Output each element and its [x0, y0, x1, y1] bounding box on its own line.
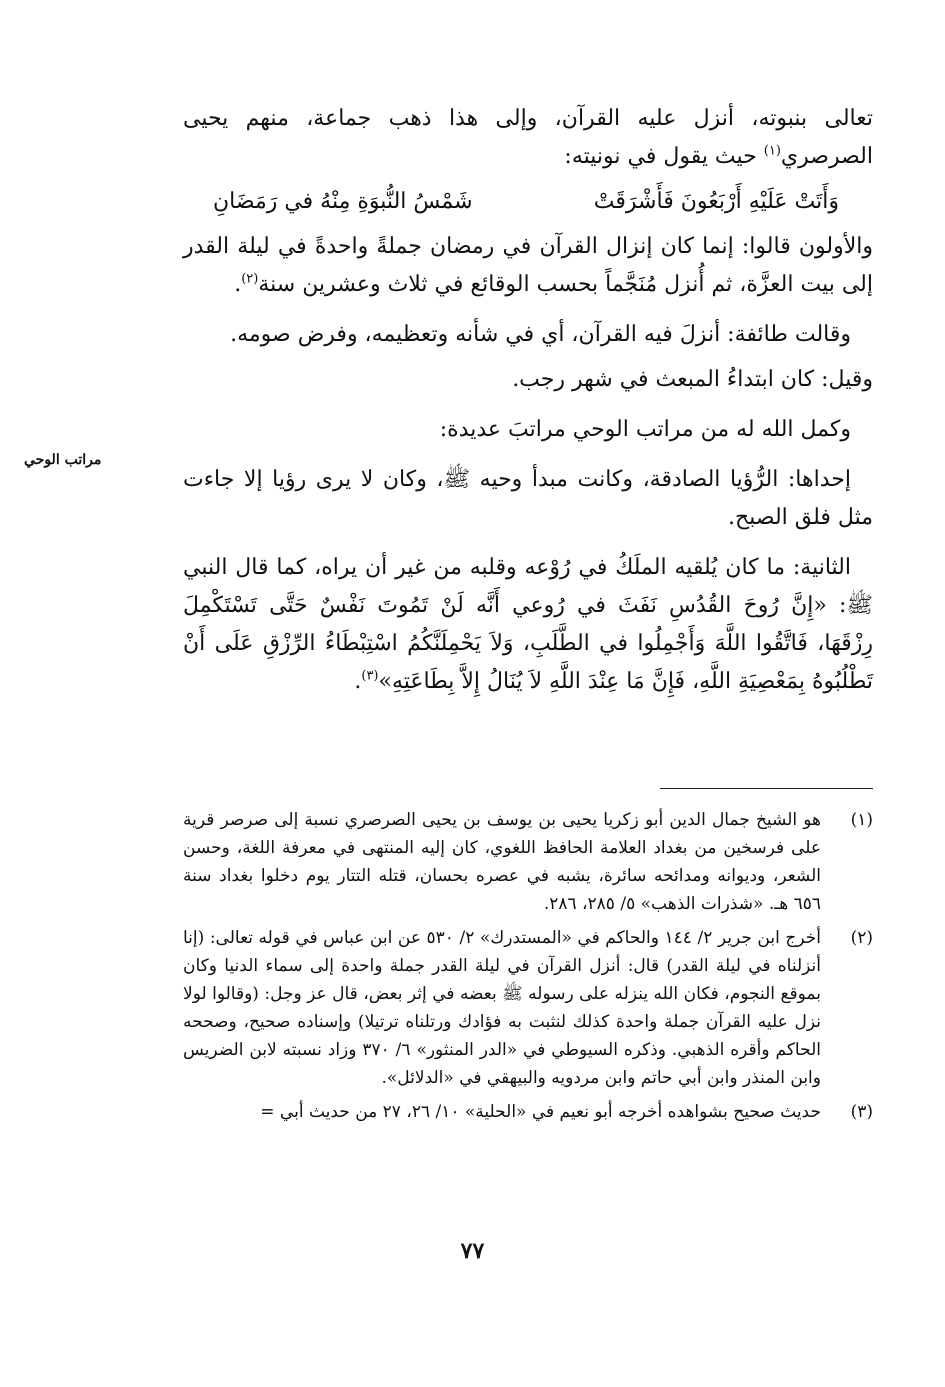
- paragraph-3: وقالت طائفة: أنزلَ فيه القرآن، أي في شأنه وتعظيمه، وفرض صومه.: [230, 322, 851, 347]
- footnote-text: أخرج ابن جرير ٢/ ١٤٤ والحاكم في «المستدرك» ٢/ ٥٣٠ عن ابن عباس في قوله تعالى: (إنا أنزلناه في ليلة القدر) قال: أنزل القرآن في ليلة القدر جملة واحدة إلى سماء الدنيا وكان بموقع النجوم، فكان الله ينزله على رسوله ﷺ بعضه في إثر بعض، قال عز وجل: (وقالوا لولا نزل عليه القرآن جملة واحدة كذلك لنثبت به فؤادك ورتلناه ترتيلا) وإسناده صحيح، وصححه الحاكم وأقره الذهبي. وذكره السيوطي في «الدر المنثور» ٦/ ٣٧٠ وزاد نسبته لابن الضريس وابن المنذر وابن أبي حاتم وابن مردويه والبيهقي في «الدلائل».: [183, 928, 821, 1088]
- footnote-text: حديث صحيح بشواهده أخرجه أبو نعيم في «الحلية» ١٠/ ٢٦، ٢٧ من حديث أبي =: [260, 1102, 821, 1122]
- verse-second-hemistich: شَمْسُ النُّبوَةِ مِنْهُ في رَمَضَانِ: [213, 189, 473, 214]
- footnote-separator: [660, 788, 873, 789]
- paragraph-7: الثانية: ما كان يُلقيه الملَكُ في رُوْعه وقلبه من غير أن يراه، كما قال النبي ﷺ: «إِنَّ رُوحَ القُدُسِ نَفَثَ في رُوعي أَنَّه لَنْ تَمُوتَ نَفْسٌ حَتَّى تَسْتَكْمِلَ رِزْقَهَا، فَاتَّقُوا اللَّهَ وَأَجْمِلُوا في الطَّلَبِ، وَلاَ يَحْمِلَنَّكُمُ اسْتِبْطَاءُ الرِّزْقِ عَلَى أَنْ تَطْلُبُوهُ بِمَعْصِيَةِ اللَّهِ، فَإِنَّ مَا عِنْدَ اللَّهِ لاَ يُنَالُ إِلاَّ بِطَاعَتِهِ»$^{(٣)}$.: [183, 555, 873, 694]
- paragraph-1: تعالى بنبوته، أنزل عليه القرآن، وإلى هذا ذهب جماعة، منهم يحيى الصرصري$^{(١)}$ حيث يقول في نونيته:: [183, 106, 874, 169]
- verse-first-hemistich: وَأَتَتْ عَلَيْهِ أَرْبَعُونَ فَأَشْرَقَتْ: [593, 189, 839, 214]
- footnote-ref-2[interactable]: (٢): [241, 271, 259, 287]
- footnote-number: (٣): [850, 1102, 873, 1122]
- paragraph-4: وقيل: كان ابتداءُ المبعث في شهر رجب.: [512, 367, 873, 392]
- footnote-ref-1[interactable]: (١): [763, 143, 781, 159]
- footnote-2: [183, 924, 873, 1092]
- footnotes: [183, 806, 873, 1132]
- page-number: ٧٧: [460, 1238, 485, 1264]
- main-text: [183, 100, 873, 708]
- paragraph-6: إحداها: الرُّؤيا الصادقة، وكانت مبدأ وحيه ﷺ، وكان لا يرى رؤيا إلا جاءت مثل فلق الصبح.: [183, 467, 873, 530]
- footnote-ref-3[interactable]: (٣): [361, 668, 379, 684]
- poem-verse: [183, 183, 873, 221]
- footnote-1: [183, 806, 873, 918]
- footnote-text: هو الشيخ جمال الدين أبو زكريا يحيى بن يوسف بن يحيى الصرصري نسبة إلى صرصر قرية على فرسخين من بغداد العلامة الحافظ اللغوي، كان إليه المنتهى في معرفة اللغة، وحسن الشعر، وديوانه ومدائحه سائرة، يشبه في عصره بحسان، قتله التتار يوم دخلوا بغداد سنة ٦٥٦ هـ. «شذرات الذهب» ٥/ ٢٨٥، ٢٨٦.: [183, 810, 821, 914]
- paragraph-5: وكمل الله له من مراتب الوحي مراتبَ عديدة:: [439, 417, 851, 442]
- footnote-3: [183, 1098, 873, 1126]
- margin-heading: مراتب الوحي: [24, 452, 102, 468]
- footnote-number: (١): [850, 810, 873, 830]
- footnote-number: (٢): [850, 928, 873, 948]
- paragraph-2: والأولون قالوا: إنما كان إنزال القرآن في رمضان جملةً واحدةً في ليلة القدر إلى بيت العزَّة، ثم أُنزل مُنَجَّماً بحسب الوقائع في ثلاث وعشرين سنة$^{(٢)}$.: [183, 234, 873, 297]
